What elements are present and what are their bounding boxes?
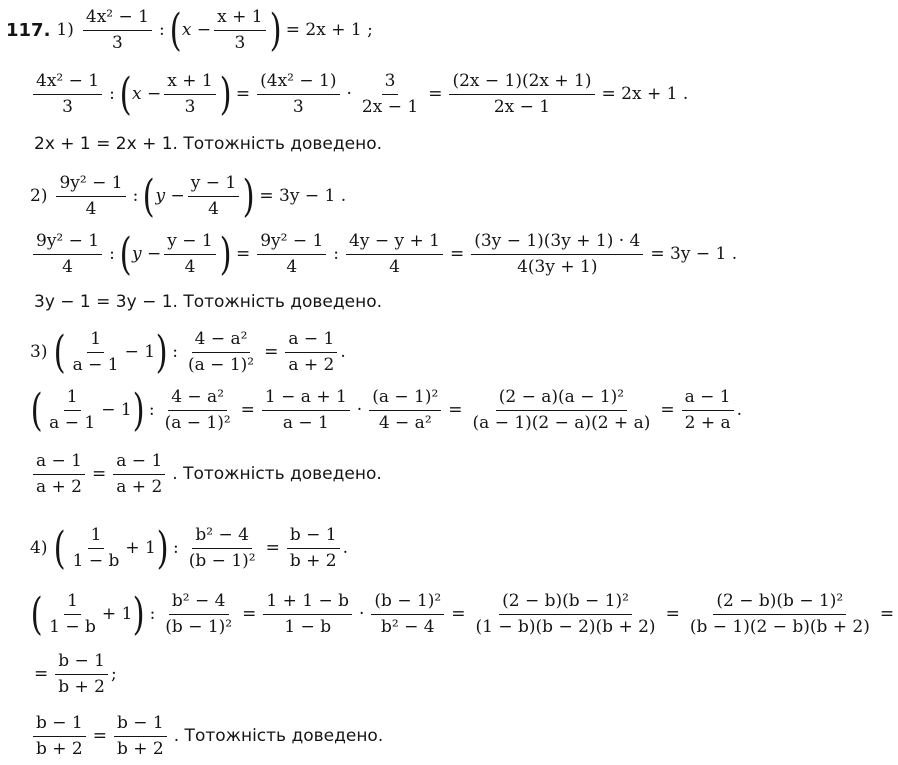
part2-proof — [30, 228, 741, 280]
numerator: x + 1 — [164, 72, 215, 95]
fraction — [114, 714, 167, 759]
numerator: 1 — [64, 388, 81, 411]
fraction — [33, 72, 102, 117]
denominator: 1 − b — [284, 616, 332, 637]
operator: = 2x + 1 . — [601, 84, 689, 105]
parenthesis: ( — [142, 170, 155, 222]
fraction — [687, 592, 873, 637]
denominator: 4 — [286, 256, 298, 277]
numerator: b² − 4 — [169, 592, 229, 615]
numerator: 4 − a² — [168, 388, 227, 411]
parenthesis: ( — [54, 522, 67, 574]
operator: = — [242, 604, 257, 625]
fraction — [33, 452, 85, 497]
problem-number: 117. — [6, 19, 51, 41]
part2-label: 2) — [30, 186, 48, 207]
rhs: = 2x + 1 ; — [285, 20, 373, 41]
operator: = — [448, 400, 463, 421]
numerator: b − 1 — [33, 714, 86, 737]
numerator: 1 — [64, 592, 81, 615]
operator: = 3y − 1 . — [650, 244, 738, 265]
denominator: a − 1 — [72, 354, 119, 375]
parenthesis: ( x − $\frac{x + 1}{3}$ ) — [119, 68, 232, 120]
operator: · — [356, 400, 363, 421]
denominator: 1 − b — [49, 616, 96, 637]
denominator: 2x − 1 — [361, 96, 419, 117]
fraction — [346, 232, 443, 277]
denominator: 4 − a² — [378, 412, 432, 433]
parenthesis: ) — [132, 384, 145, 436]
denominator: (b − 1)(2 − b)(b + 2) — [689, 616, 870, 637]
parenthesis: ( $\frac{1}{1 - b}$ + 1 ) — [54, 522, 169, 574]
numerator: 3 — [382, 72, 399, 95]
operator: : — [132, 186, 139, 207]
parenthesis: ( — [119, 228, 132, 280]
fraction — [33, 714, 86, 759]
denominator: b + 2 — [117, 738, 164, 759]
part3-conclusion: $\frac{a - 1}{a + 2}$ = $\frac{a - 1}{a + 2}$ . Тотожність доведено. — [30, 452, 382, 497]
denominator: 1 − b — [72, 550, 120, 571]
parenthesis: ) — [156, 522, 169, 574]
numerator: 1 − a + 1 — [262, 388, 350, 411]
part1-proof — [30, 68, 692, 120]
fraction — [55, 652, 108, 697]
fraction — [369, 388, 441, 433]
numerator: 1 — [87, 330, 104, 353]
operator: = — [428, 84, 443, 105]
operator: : — [158, 20, 165, 41]
parenthesis: ( y − $\frac{y - 1}{4}$ ) — [142, 170, 255, 222]
operator: = — [264, 342, 279, 363]
denominator: (b − 1)² — [165, 616, 233, 637]
parenthesis: ( y − $\frac{y - 1}{4}$ ) — [119, 228, 232, 280]
fraction — [257, 72, 339, 117]
fraction — [46, 388, 98, 433]
operator: = — [449, 244, 465, 265]
denominator: 4 — [208, 198, 219, 219]
fraction — [185, 330, 257, 375]
fraction — [682, 388, 734, 433]
part4-conclusion: $\frac{b - 1}{b + 2}$ = $\frac{b - 1}{b + 2}$ . Тотожність доведено. — [30, 714, 383, 759]
operator: = — [235, 244, 251, 265]
parenthesis: ( — [169, 4, 182, 56]
operator: = — [451, 604, 466, 625]
parenthesis: ) — [132, 588, 145, 640]
parenthesis: ) — [242, 170, 255, 222]
fraction — [162, 592, 235, 637]
numerator: (b − 1)² — [371, 592, 444, 615]
denominator: 3 — [292, 96, 304, 117]
fraction — [70, 330, 122, 375]
fraction — [164, 232, 215, 277]
part2-statement — [30, 170, 350, 222]
operator: = — [665, 604, 680, 625]
denominator: 3 — [62, 96, 73, 117]
numerator: (2 − b)(b − 1)² — [499, 592, 632, 615]
numerator: (2x − 1)(2x + 1) — [449, 72, 594, 95]
numerator: b − 1 — [287, 526, 340, 549]
denominator: (a − 1)² — [188, 354, 255, 375]
parenthesis: ( $\frac{1}{a - 1}$ − 1 ) — [54, 326, 168, 378]
numerator: 4 − a² — [192, 330, 251, 353]
numerator: (2 − a)(a − 1)² — [496, 388, 627, 411]
denominator: 3 — [184, 96, 196, 117]
numerator: y − 1 — [188, 174, 239, 197]
numerator: 9y² − 1 — [33, 232, 102, 255]
part1-label: 1) — [56, 20, 74, 41]
denominator: 2x − 1 — [493, 96, 551, 117]
numerator: 9y² − 1 — [257, 232, 326, 255]
denominator: 4(3y + 1) — [517, 256, 598, 277]
operator: = — [240, 400, 255, 421]
fraction — [470, 388, 654, 433]
fraction — [473, 592, 659, 637]
operator: · — [359, 604, 365, 625]
numerator: 1 — [88, 526, 105, 549]
fraction — [285, 330, 337, 375]
part2-conclusion: 3y − 1 = 3y − 1. Тотожність доведено. — [34, 292, 383, 312]
denominator: 3 — [112, 32, 123, 53]
denominator: b + 2 — [289, 550, 337, 571]
operator: · — [346, 84, 352, 105]
fraction — [162, 388, 234, 433]
part4-continuation: = $\frac{b - 1}{b + 2}$ ; — [34, 651, 117, 697]
part3-statement: 3) ( $\frac{1}{a - 1}$ − 1 ) : $\frac{\text{4 − a²}}{\text{(a − 1)²}}$ = $\frac{a - 1}{a + 2}$ . — [30, 326, 346, 378]
denominator: 4 — [389, 256, 400, 277]
fraction — [188, 174, 239, 219]
parenthesis: ( $\frac{1}{1 - b}$ + 1 ) — [30, 588, 145, 640]
operator: = — [235, 84, 251, 105]
denominator: 4 — [62, 256, 73, 277]
numerator: 1 + 1 − b — [263, 592, 352, 615]
denominator: (a − 1)² — [164, 412, 231, 433]
operator: : — [333, 244, 340, 265]
operator: = — [34, 664, 49, 685]
numerator: b − 1 — [114, 714, 167, 737]
denominator: a + 2 — [116, 476, 163, 497]
fraction — [70, 526, 123, 571]
operator: : — [149, 604, 156, 625]
denominator: a − 1 — [282, 412, 329, 433]
fraction — [359, 72, 421, 117]
part4-label: 4) — [30, 538, 48, 559]
numerator: x + 1 — [214, 8, 265, 31]
denominator: 2 + a — [684, 412, 731, 433]
part1-statement — [6, 4, 377, 56]
numerator: b − 1 — [55, 652, 108, 675]
fraction — [46, 592, 99, 637]
denominator: 4 — [85, 198, 97, 219]
denominator: b + 2 — [36, 738, 83, 759]
denominator: b + 2 — [58, 676, 105, 697]
fraction — [263, 592, 352, 637]
numerator: a − 1 — [285, 330, 337, 353]
numerator: 4x² − 1 — [83, 8, 152, 31]
fraction — [471, 232, 643, 277]
parenthesis: ( — [30, 384, 43, 436]
fraction — [164, 72, 215, 117]
numerator: y − 1 — [164, 232, 215, 255]
operator: = — [265, 538, 280, 559]
denominator: (a − 1)(2 − a)(2 + a) — [472, 412, 651, 433]
fraction — [257, 232, 326, 277]
denominator: a − 1 — [49, 412, 96, 433]
parenthesis: ( $\frac{1}{a - 1}$ − 1 ) — [30, 384, 145, 436]
numerator: 4x² − 1 — [33, 72, 102, 95]
operator: : — [148, 400, 155, 421]
operator: : — [172, 342, 179, 363]
operator: = — [660, 400, 675, 421]
denominator: 4 — [184, 256, 196, 277]
part4-statement: 4) ( $\frac{1}{1 - b}$ + 1 ) : $\frac{\text{b² − 4}}{\text{(b − 1)²}}$ = $\frac{b - 1}{b + 2}$ . — [30, 522, 348, 574]
fraction — [186, 526, 259, 571]
operator: = — [879, 604, 895, 625]
parenthesis: ) — [155, 326, 168, 378]
numerator: (a − 1)² — [369, 388, 441, 411]
parenthesis: ( — [54, 326, 67, 378]
fraction — [262, 388, 350, 433]
numerator: b² − 4 — [192, 526, 252, 549]
operator: : — [173, 538, 179, 559]
part3-proof: ( $\frac{1}{a - 1}$ − 1 ) : $\frac{\text{4 − a²}}{\text{(a − 1)²}}$ = $\frac{1 - a + 1}{a - 1}$ · $\frac{\text{(a − 1)²}}{\text{4 − a²}}$ = $\frac{\text{(2 − a)(a − 1)²}}{(a - 1)(2 - a)(2 + a)}$ = $\frac{a - 1}{2 + a}$ . — [30, 384, 743, 436]
parenthesis: ( x − $\frac{x + 1}{3}$ ) — [169, 4, 282, 56]
fraction — [113, 452, 165, 497]
fraction — [371, 592, 444, 637]
denominator: a + 2 — [36, 476, 83, 497]
numerator: (2 − b)(b − 1)² — [713, 592, 846, 615]
fraction — [214, 8, 265, 53]
denominator: a + 2 — [288, 354, 335, 375]
numerator: a − 1 — [682, 388, 734, 411]
part1-conclusion: 2x + 1 = 2x + 1. Тотожність доведено. — [34, 134, 383, 154]
numerator: a − 1 — [113, 452, 165, 475]
operator: = — [92, 726, 107, 747]
parenthesis: ( — [119, 68, 132, 120]
numerator: (4x² − 1) — [257, 72, 339, 95]
operator: : — [109, 84, 115, 105]
fraction — [287, 526, 340, 571]
part3-label: 3) — [30, 342, 48, 363]
parenthesis: ) — [219, 68, 232, 120]
fraction — [56, 174, 125, 219]
parenthesis: ( — [30, 588, 43, 640]
operator: : — [109, 244, 115, 265]
fraction — [33, 232, 102, 277]
numerator: 4y − y + 1 — [346, 232, 443, 255]
operator: = — [92, 464, 107, 485]
numerator: a − 1 — [33, 452, 85, 475]
denominator: (1 − b)(b − 2)(b + 2) — [475, 616, 656, 637]
denominator: 3 — [234, 32, 246, 53]
fraction — [449, 72, 594, 117]
parenthesis: ) — [269, 4, 282, 56]
numerator: (3y − 1)(3y + 1) · 4 — [471, 232, 643, 255]
denominator: b² − 4 — [381, 616, 435, 637]
operator: = 3y − 1 . — [259, 186, 347, 207]
parenthesis: ) — [219, 228, 232, 280]
numerator: 9y² − 1 — [56, 174, 125, 197]
part4-proof — [30, 588, 898, 640]
fraction — [83, 8, 152, 53]
denominator: (b − 1)² — [188, 550, 256, 571]
